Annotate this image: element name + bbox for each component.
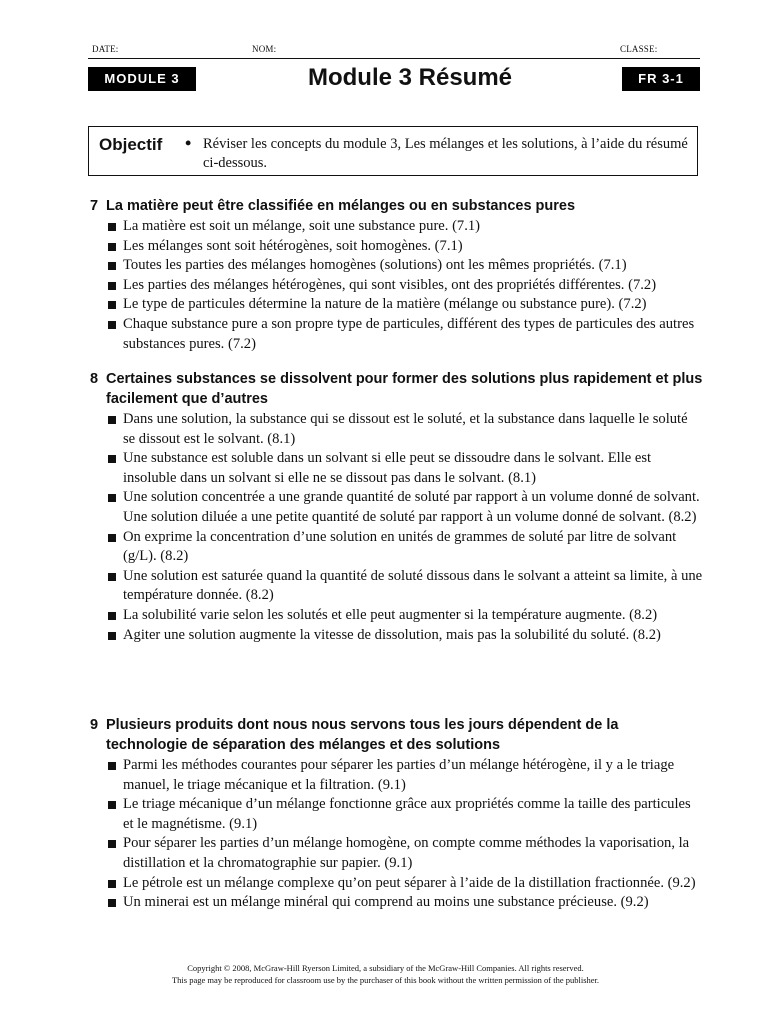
list-item: Une solution concentrée a une grande quantité de soluté par rapport à un volume donné de solvant. Une solution diluée a une petite quantité de soluté par rapport à un volume donné de solvant. (8.2) — [88, 488, 703, 527]
section-heading — [88, 369, 703, 409]
list-item: Le triage mécanique d’un mélange fonctionne grâce aux propriétés comme la taille des particules et le magnétisme. (9.1) — [88, 795, 703, 834]
list-item: Le type de particules détermine la nature de la matière (mélange ou substance pure). (7.2) — [88, 295, 703, 315]
objective-text: Réviser les concepts du module 3, Les mélanges et les solutions, à l’aide du résumé ci-dessous. — [203, 136, 688, 171]
list-item: Une solution est saturée quand la quantité de soluté dissous dans le solvant a atteint sa limite, à une température donnée. (8.2) — [88, 567, 703, 606]
list-item: Toutes les parties des mélanges homogènes (solutions) ont les mêmes propriétés. (7.1) — [88, 256, 703, 276]
list-item: La solubilité varie selon les solutés et elle peut augmenter si la température augmente. (8.2) — [88, 606, 703, 626]
list-item: Agiter une solution augmente la vitesse de dissolution, mais pas la solubilité du soluté. (8.2) — [88, 626, 703, 646]
list-item: On exprime la concentration d’une solution en unités de grammes de soluté par litre de solvant (g/L). (8.2) — [88, 528, 703, 567]
section-title: Certaines substances se dissolvent pour former des solutions plus rapidement et plus facilement que d’autres — [106, 371, 703, 407]
bullet-list — [88, 756, 703, 913]
footer-line-1: Copyright © 2008, McGraw-Hill Ryerson Limited, a subsidiary of the McGraw-Hill Companies. All rights reserved. — [187, 963, 584, 973]
list-item: Dans une solution, la substance qui se dissout est le soluté, et la substance dans laquelle le soluté se dissout est le solvant. (8.1) — [88, 410, 703, 449]
bullet-list — [88, 410, 703, 645]
list-item: Les mélanges sont soit hétérogènes, soit homogènes. (7.1) — [88, 237, 703, 257]
code-tag: FR 3-1 — [622, 67, 700, 91]
list-item: Les parties des mélanges hétérogènes, qui sont visibles, ont des propriétés différentes. (7.2) — [88, 276, 703, 296]
list-item: Chaque substance pure a son propre type de particules, différent des types de particules des autres substances pures. (7.2) — [88, 315, 703, 354]
module-tag: MODULE 3 — [88, 67, 196, 91]
section-number: 8 — [90, 371, 99, 387]
list-item: Une substance est soluble dans un solvant si elle peut se dissoudre dans le solvant. Elle est insoluble dans un solvant si elle ne se dissout pas dans le solvant. (8.1) — [88, 449, 703, 488]
objective-bullet: • — [185, 133, 192, 153]
section-title: La matière peut être classifiée en mélanges ou en substances pures — [106, 198, 576, 214]
section-number: 7 — [90, 198, 99, 214]
bullet-list — [88, 217, 703, 354]
section-number: 9 — [90, 717, 99, 733]
copyright-footer — [88, 962, 683, 986]
page-title: Module 3 Résumé — [307, 64, 513, 91]
list-item: Un minerai est un mélange minéral qui comprend au moins une substance précieuse. (9.2) — [88, 893, 703, 913]
section-heading — [88, 715, 703, 755]
date-label: DATE: — [92, 44, 119, 54]
objective-box — [88, 126, 698, 176]
list-item: Le pétrole est un mélange complexe qu’on peut séparer à l’aide de la distillation fractionnée. (9.2) — [88, 874, 703, 894]
class-label: CLASSE: — [620, 44, 658, 54]
objective-label: Objectif — [99, 135, 163, 154]
section-heading — [88, 196, 703, 216]
list-item: Pour séparer les parties d’un mélange homogène, on compte comme méthodes la vaporisation, la distillation et la chromatographie sur papier. (9.1) — [88, 834, 703, 873]
header-rule — [88, 58, 700, 59]
footer-line-2: This page may be reproduced for classroom use by the purchaser of this book without the written permission of the publisher. — [171, 975, 600, 985]
section-7 — [88, 196, 703, 354]
name-label: NOM: — [252, 44, 277, 54]
section-9 — [88, 715, 703, 913]
list-item: La matière est soit un mélange, soit une substance pure. (7.1) — [88, 217, 703, 237]
section-title: Plusieurs produits dont nous nous servons tous les jours dépendent de la technologie de séparation des mélanges et des solutions — [106, 717, 619, 753]
list-item: Parmi les méthodes courantes pour séparer les parties d’un mélange hétérogène, il y a le triage manuel, le triage mécanique et la filtration. (9.1) — [88, 756, 703, 795]
section-8 — [88, 369, 703, 645]
